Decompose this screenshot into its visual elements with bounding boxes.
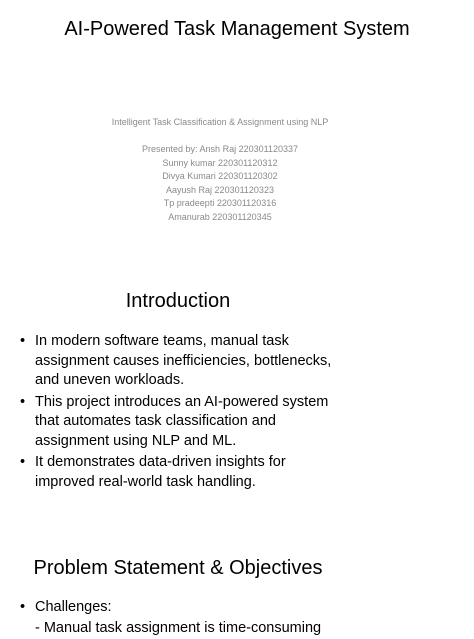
title-slide (0, 0, 474, 240)
list-item (20, 332, 340, 391)
bullet-text: - Manual task assignment is time-consuming (35, 619, 322, 636)
bullet-icon: • (20, 599, 26, 615)
bullet-text: Challenges: (35, 599, 112, 615)
presenter-line: Presented by: Ansh Raj 220301120337 (142, 144, 298, 154)
presenter-line: Amanurab 220301120345 (168, 211, 272, 222)
introduction-bullet-list (20, 332, 340, 494)
bullet-text: In modern software teams, manual task assignment causes inefficiencies, bottlenecks, and uneven workloads. (35, 333, 332, 388)
presenter-line: Divya Kumari 220301120302 (162, 171, 278, 182)
problem-statement-title: Problem Statement & Objectives (33, 557, 323, 579)
presenter-line: Sunny kumar 220301120312 (162, 157, 278, 168)
presentation-subtitle: Intelligent Task Classification & Assignment using NLP (111, 117, 329, 127)
bullet-icon: • (20, 454, 26, 470)
list-item (20, 393, 340, 452)
presentation-title: AI-Powered Task Management System (64, 18, 410, 40)
presenter-list (0, 143, 440, 225)
list-item (20, 598, 340, 618)
list-item (20, 453, 340, 492)
problem-bullet-list (20, 598, 340, 639)
bullet-text: It demonstrates data-driven insights for improved real-world task handling. (35, 454, 286, 490)
introduction-title: Introduction (125, 290, 231, 312)
bullet-text: This project introduces an AI-powered system that automates task classification and assignment using NLP and ML. (35, 393, 329, 449)
presenter-line: Tp pradeepti 220301120316 (163, 198, 277, 209)
bullet-icon: • (20, 333, 26, 349)
introduction-slide (0, 280, 474, 520)
problem-statement-slide (0, 550, 474, 636)
bullet-icon: • (20, 393, 26, 410)
presenter-line: Aayush Raj 220301120323 (166, 184, 274, 195)
list-item (20, 619, 340, 639)
